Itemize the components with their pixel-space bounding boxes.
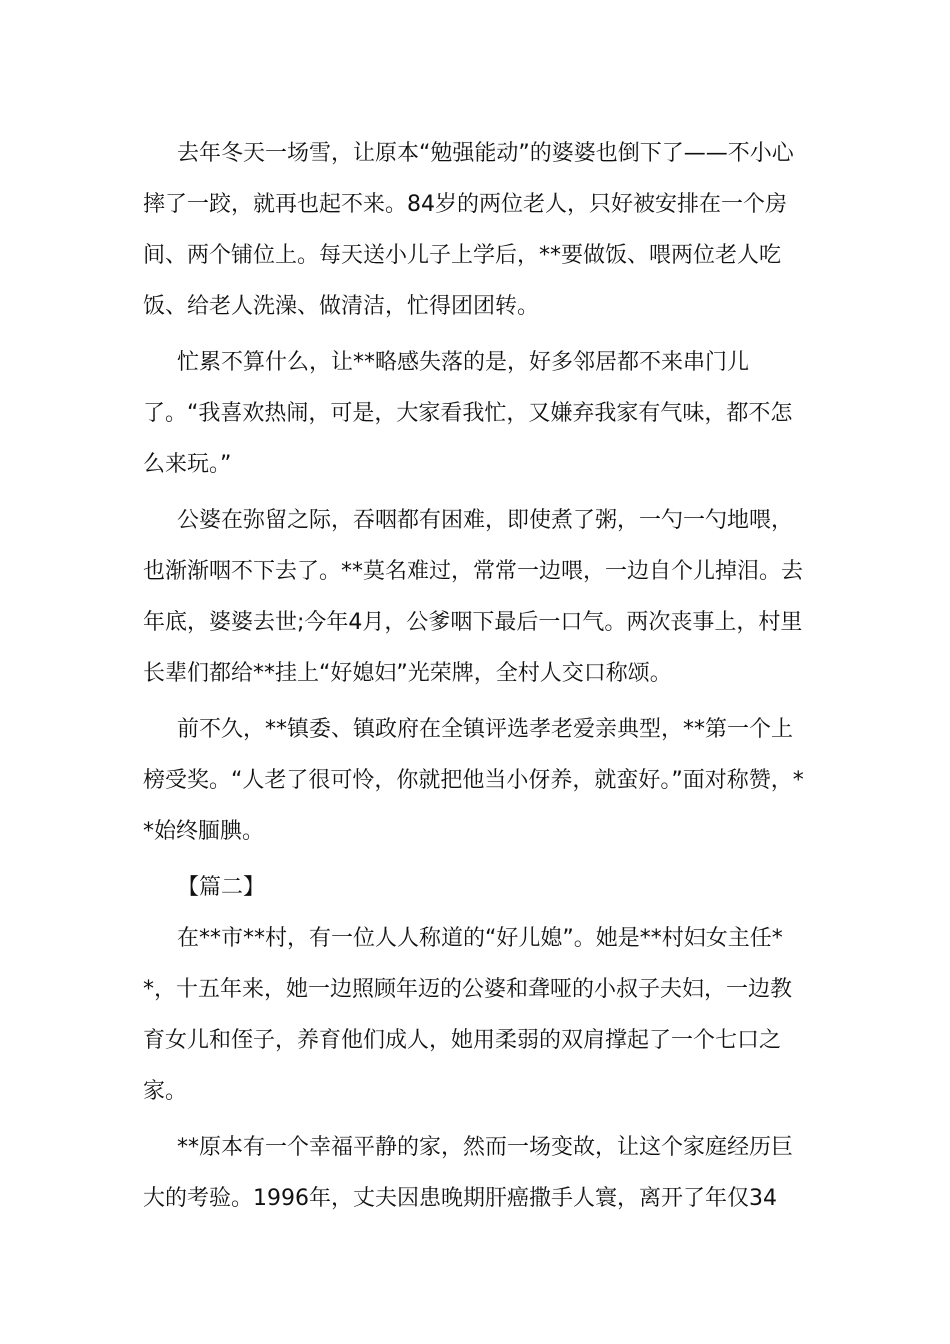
- paragraph-6: **原本有一个幸福平静的家，然而一场变故，让这个家庭经历巨大的考验。1996年，丈夫因患晚期肝癌撒手人寰，离开了年仅34: [143, 1135, 794, 1211]
- section-heading: 【篇二】: [177, 875, 266, 900]
- document-body: [143, 128, 810, 1224]
- paragraph-3: 公婆在弥留之际，吞咽都有困难，即使煮了粥，一勺一勺地喂，也渐渐咽不下去了。**莫名难过，常常一边喂，一边自个儿掉泪。去年底，婆婆去世;今年4月，公爹咽下最后一口气。两次丧事上，村里长辈们都给**挂上“好媳妇”光荣牌，全村人交口称颂。: [143, 508, 804, 686]
- paragraph-2: 忙累不算什么，让**略感失落的是，好多邻居都不来串门儿了。“我喜欢热闹，可是，大家看我忙，又嫌弃我家有气味，都不怎么来玩。”: [143, 350, 793, 477]
- paragraph-1: 去年冬天一场雪，让原本“勉强能动”的婆婆也倒下了——不小心摔了一跤，就再也起不来。84岁的两位老人，只好被安排在一个房间、两个铺位上。每天送小儿子上学后，**要做饭、喂两位老人吃饭、给老人洗澡、做清洁，忙得团团转。: [143, 141, 794, 319]
- paragraph-4: 前不久，**镇委、镇政府在全镇评选孝老爱亲典型，**第一个上榜受奖。“人老了很可怜，你就把他当小伢养，就蛮好。”面对称赞，**始终腼腆。: [143, 717, 804, 844]
- paragraph-5: 在**市**村，有一位人人称道的“好儿媳”。她是**村妇女主任**，十五年来，她一边照顾年迈的公婆和聋哑的小叔子夫妇，一边教育女儿和侄子，养育他们成人，她用柔弱的双肩撑起了一个七口之家。: [143, 926, 793, 1104]
